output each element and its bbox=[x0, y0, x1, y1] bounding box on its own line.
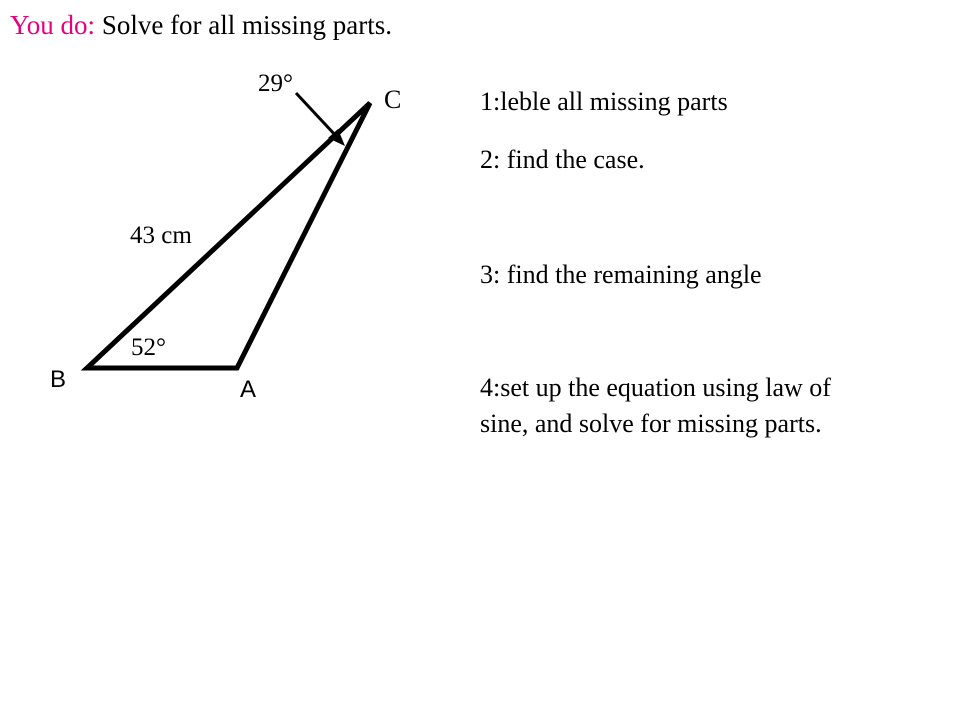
angle-c-pointer-arrow bbox=[296, 93, 337, 137]
step-3: 3: find the remaining angle bbox=[480, 260, 762, 289]
angle-c-label: 29° bbox=[258, 70, 293, 97]
vertex-a-label: A bbox=[240, 376, 257, 403]
side-bc-label: 43 cm bbox=[130, 222, 192, 249]
title-prefix: You do: bbox=[10, 10, 96, 40]
vertex-c-label: C bbox=[384, 85, 402, 114]
step-4-line-1: 4:set up the equation using law of bbox=[480, 373, 831, 402]
title-text: Solve for all missing parts. bbox=[101, 10, 393, 40]
step-1: 1:leble all missing parts bbox=[480, 87, 728, 116]
angle-b-label: 52° bbox=[131, 334, 166, 361]
step-2: 2: find the case. bbox=[480, 145, 645, 174]
vertex-b-label: B bbox=[50, 366, 67, 393]
step-4-line-2: sine, and solve for missing parts. bbox=[480, 409, 822, 438]
